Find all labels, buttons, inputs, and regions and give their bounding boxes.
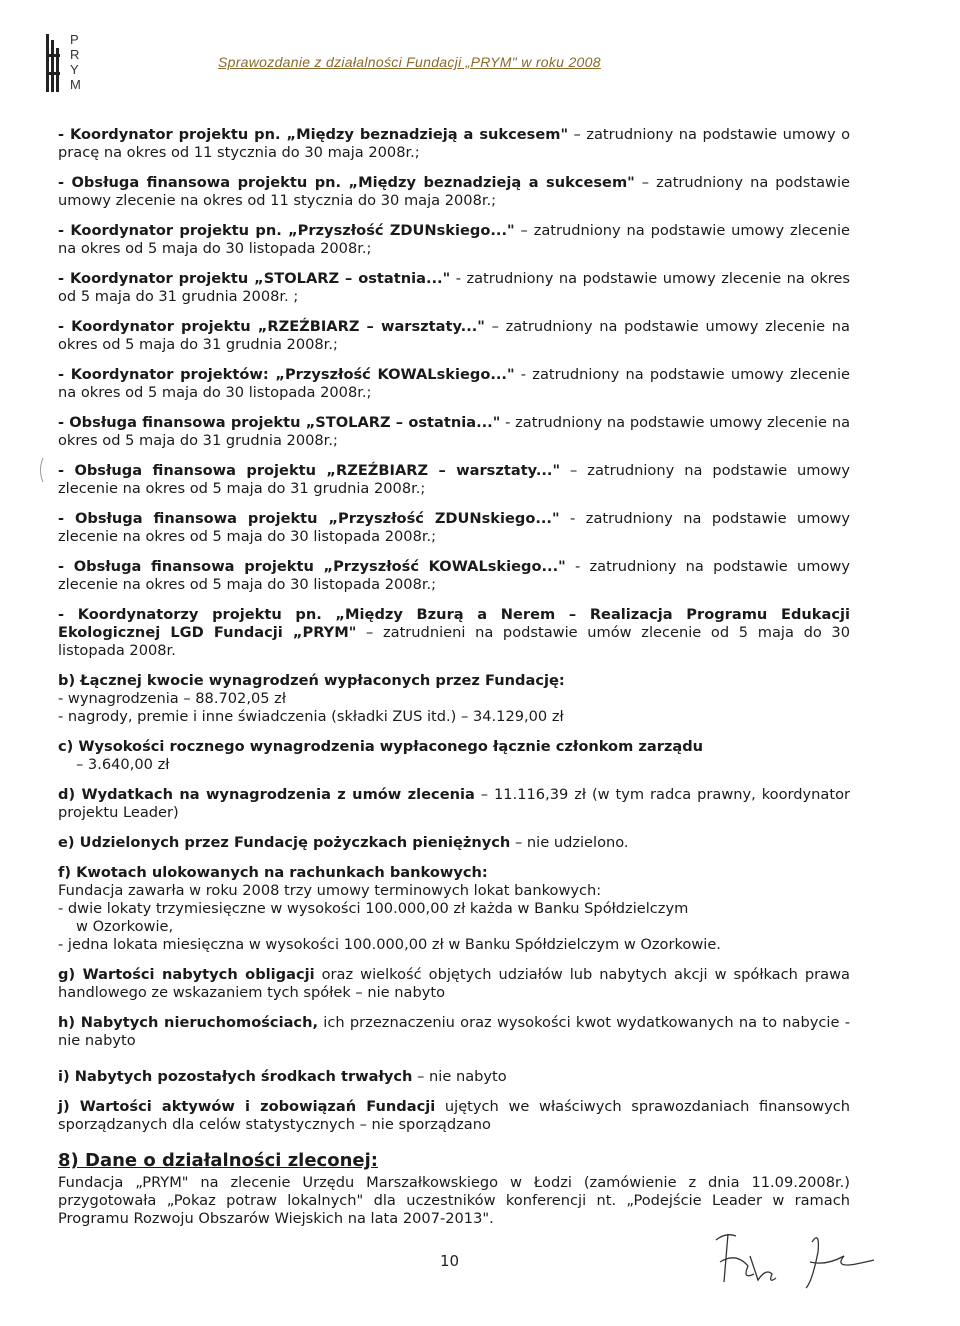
item-text: – zatrudniony na podstawie umowy zlecenie na okres od 5 maja do 30 listopada 2008r.; [58,222,851,257]
item-text: – zatrudniony na podstawie umowy zlecenie na okres od 5 maja do 31 grudnia 2008r.; [58,318,850,353]
item-text: – zatrudniony na podstawie umowy zlecenie na okres od 11 stycznia do 30 maja 2008r.; [58,174,850,209]
employment-item [58,558,850,594]
section-g-text: oraz wielkość objętych udziałów lub nabytych akcji w spółkach prawa handlowego ze wskazaniem tych spółek – nie nabyto [58,966,850,1001]
employment-item [58,174,850,210]
item-title: - Obsługa finansowa projektu „Przyszłość ZDUNskiego..." [58,510,560,527]
employment-item [58,606,850,660]
prym-logo [46,32,94,94]
section-i-label: i) Nabytych pozostałych środkach trwałych [58,1068,413,1085]
item-title: - Obsługa finansowa projektu „STOLARZ – ostatnia..." [58,414,501,431]
section-8-text: Fundacja „PRYM" na zlecenie Urzędu Marszałkowskiego w Łodzi (zamówienie z dnia 11.09.2008r.) przygotowała „Pokaz potraw lokalnych" dla uczestników konferencji nt. „Podejście Leader w ramach Programu Rozwoju Obszarów Wiejskich na lata 2007-2013". [58,1174,850,1227]
logo-letter: P [70,32,79,47]
employment-item [58,366,850,402]
section-f [58,864,850,954]
employment-item [58,318,850,354]
logo-bars-icon [46,34,62,92]
section-d-label: d) Wydatkach na wynagrodzenia z umów zlecenia [58,786,475,803]
logo-letter: M [70,77,81,92]
item-title: - Koordynator projektu „RZEŹBIARZ – warsztaty..." [58,318,485,335]
item-text: – zatrudnieni na podstawie umów zlecenie od 5 maja do 30 listopada 2008r. [58,624,851,659]
employment-item [58,462,850,498]
item-title: - Koordynator projektu pn. „Przyszłość ZDUNskiego..." [58,222,515,239]
section-j-label: j) Wartości aktywów i zobowiązań Fundacji [58,1098,436,1115]
salaries-line: - wynagrodzenia – 88.702,05 zł [58,690,286,707]
section-d-text: – 11.116,39 zł (w tym radca prawny, koordynator projektu Leader) [58,786,850,821]
section-h-text: ich przeznaczeniu oraz wysokości kwot wydatkowanych na to nabycie - nie nabyto [58,1014,851,1049]
deposit-line-cont: w Ozorkowie, [76,918,174,935]
section-j-text: ujętych we właściwych sprawozdaniach finansowych sporządzanych dla celów statystycznych – nie sporządzano [58,1098,851,1133]
section-d [58,786,850,822]
section-c [58,738,850,774]
signature-icon [706,1222,886,1292]
item-title: - Koordynator projektów: „Przyszłość KOWALskiego..." [58,366,515,383]
section-g-label: g) Wartości nabytych obligacji [58,966,315,983]
deposits-intro: Fundacja zawarła w roku 2008 trzy umowy terminowych lokat bankowych: [58,882,602,899]
section-c-label: c) Wysokości rocznego wynagrodzenia wypłaconego łącznie członkom zarządu [58,738,704,755]
section-h-label: h) Nabytych nieruchomościach, [58,1014,319,1031]
section-b [58,672,850,726]
section-e [58,834,850,852]
section-f-label: f) Kwotach ulokowanych na rachunkach bankowych: [58,864,488,881]
board-salary-value: – 3.640,00 zł [76,756,170,773]
deposit-line: - jedna lokata miesięczna w wysokości 100.000,00 zł w Banku Spółdzielczym w Ozorkowie. [58,936,721,953]
employment-item [58,222,850,258]
item-title: - Obsługa finansowa projektu „RZEŹBIARZ – warsztaty..." [58,462,561,479]
item-title: - Obsługa finansowa projektu pn. „Między beznadzieją a sukcesem" [58,174,635,191]
section-e-label: e) Udzielonych przez Fundację pożyczkach pieniężnych [58,834,511,851]
item-text: – zatrudniony na podstawie umowy zlecenie na okres od 5 maja do 31 grudnia 2008r.; [58,462,850,497]
bonuses-line: - nagrody, premie i inne świadczenia (składki ZUS itd.) – 34.129,00 zł [58,708,564,725]
employment-item [58,126,850,162]
item-title: - Koordynator projektu pn. „Między beznadzieją a sukcesem" [58,126,569,143]
item-title: - Koordynator projektu „STOLARZ – ostatnia..." [58,270,451,287]
logo-letter: R [70,47,80,62]
page-number: 10 [440,1252,460,1270]
employment-item [58,414,850,450]
margin-mark [38,458,44,482]
header-title: Sprawozdanie z działalności Fundacji „PRYM" w roku 2008 [218,54,601,70]
item-text: – zatrudniony na podstawie umowy o pracę na okres od 11 stycznia do 30 maja 2008r.; [58,126,850,161]
report-body [58,126,850,1240]
section-j [58,1098,850,1134]
item-text: - zatrudniony na podstawie umowy zlecenie na okres od 5 maja do 30 listopada 2008r.; [58,510,850,545]
section-i [58,1068,850,1086]
item-text: - zatrudniony na podstawie umowy zlecenie na okres od 5 maja do 30 listopada 2008r.; [58,366,850,401]
section-i-text: – nie nabyto [412,1068,507,1085]
deposit-line: - dwie lokaty trzymiesięczne w wysokości 100.000,00 zł każda w Banku Spółdzielczym [58,900,689,917]
logo-letters [70,32,81,92]
employment-item [58,270,850,306]
item-text: - zatrudniony na podstawie umowy zlecenie na okres od 5 maja do 30 listopada 2008r.; [58,558,850,593]
section-g [58,966,850,1002]
section-h [58,1014,850,1050]
section-8-heading: 8) Dane o działalności zleconej: [58,1150,378,1171]
item-text: - zatrudniony na podstawie umowy zlecenie na okres od 5 maja do 31 grudnia 2008r.; [58,414,851,449]
item-title: - Koordynatorzy projektu pn. „Między Bzurą a Nerem – Realizacja Programu Edukacji Ekologicznej LGD Fundacji „PRYM" [58,606,850,641]
logo-letter: Y [70,62,79,77]
employment-item [58,510,850,546]
item-text: - zatrudniony na podstawie umowy zlecenie na okres od 5 maja do 31 grudnia 2008r. ; [58,270,850,305]
section-b-label: b) Łącznej kwocie wynagrodzeń wypłaconych przez Fundację: [58,672,565,689]
section-e-text: – nie udzielono. [510,834,629,851]
item-title: - Obsługa finansowa projektu „Przyszłość KOWALskiego..." [58,558,566,575]
